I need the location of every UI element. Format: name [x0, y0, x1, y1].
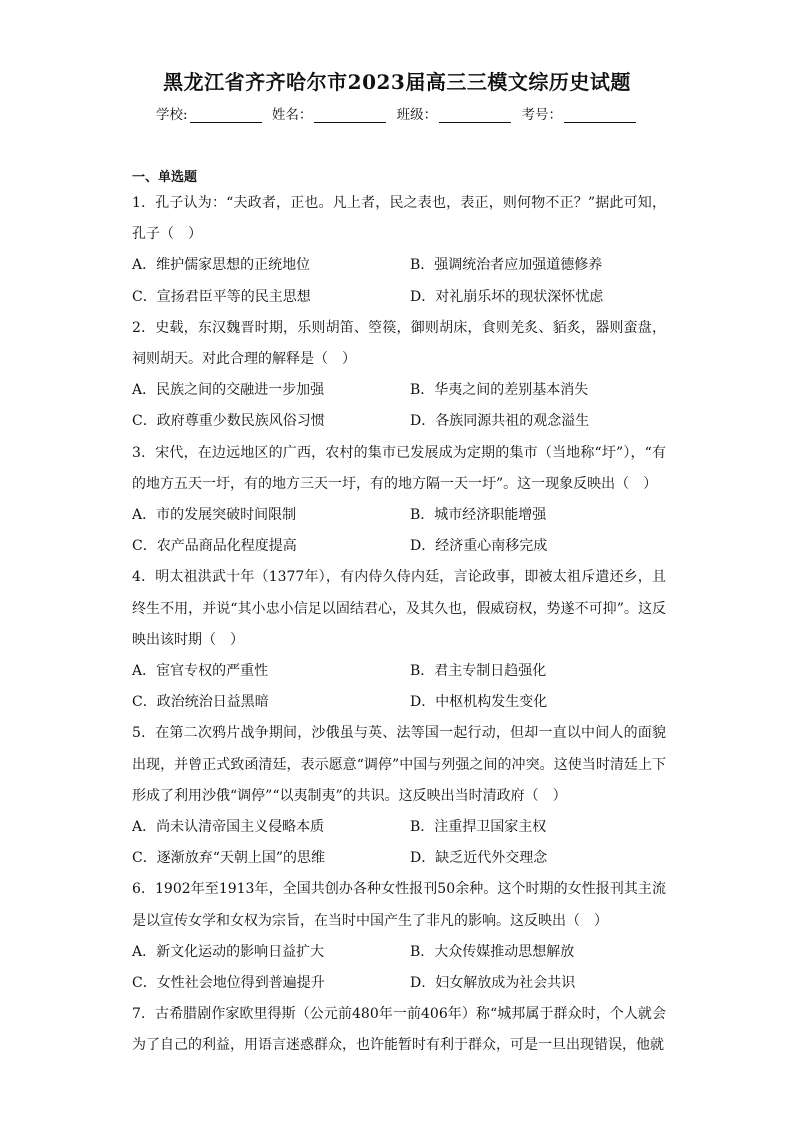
- question-stem: 5．在第二次鸦片战争期间，沙俄虽与英、法等国一起行动，但却一直以中间人的面貌出现，并曾正式致函清廷，表示愿意“调停”中国与列强之间的冲突。这使当时清廷上下形成了利用沙俄“调停”“以夷制夷”的共识。这反映出当时清政府（ ）: [132, 725, 666, 804]
- option-c[interactable]: C．政府尊重少数民族风俗习惯: [132, 413, 325, 430]
- option-b[interactable]: B．大众传媒推动思想解放: [410, 943, 575, 960]
- option-c[interactable]: C．女性社会地位得到普遍提升: [132, 975, 325, 992]
- question-4: [132, 562, 666, 718]
- option-d[interactable]: D．经济重心南移完成: [410, 538, 548, 555]
- exam-number-blank[interactable]: [564, 108, 636, 123]
- option-a[interactable]: A．维护儒家思想的正统地位: [132, 257, 311, 274]
- class-field: [397, 107, 514, 123]
- exam-number-field: [521, 107, 638, 123]
- section-heading: 一、单选题: [132, 170, 198, 185]
- name-blank[interactable]: [314, 108, 386, 123]
- name-field: [272, 107, 389, 123]
- question-5: [132, 718, 666, 874]
- option-a[interactable]: A．宦官专权的严重性: [132, 663, 269, 680]
- option-c[interactable]: C．政治统治日益黑暗: [132, 694, 269, 711]
- option-grid: [132, 937, 666, 999]
- name-label: 姓名：: [271, 107, 313, 123]
- question-7: [132, 999, 666, 1061]
- question-stem: 6．1902年至1913年，全国共创办各种女性报刊50余种。这个时期的女性报刊其主流是以宣传女学和女权为宗旨，在当时中国产生了非凡的影响。这反映出（ ）: [132, 881, 666, 929]
- school-blank[interactable]: [190, 108, 262, 123]
- option-grid: [132, 375, 666, 437]
- question-3: [132, 438, 666, 563]
- exam-title: 黑龙江省齐齐哈尔市2023届高三三模文综历史试题: [163, 70, 631, 94]
- school-label: 学校:: [156, 107, 188, 123]
- question-stem: 1．孔子认为：“夫政者，正也。凡上者，民之表也，表正，则何物不正？”据此可知，孔子（ ）: [132, 195, 666, 243]
- option-a[interactable]: A．新文化运动的影响日益扩大: [132, 943, 325, 960]
- option-c[interactable]: C．逐渐放弃“天朝上国”的思维: [132, 850, 326, 867]
- class-label: 班级：: [396, 107, 438, 123]
- option-b[interactable]: B．华夷之间的差别基本消失: [410, 382, 589, 399]
- option-d[interactable]: D．各族同源共祖的观念溢生: [410, 413, 590, 430]
- option-grid: [132, 500, 666, 562]
- question-1: [132, 188, 666, 313]
- option-d[interactable]: D．缺乏近代外交理念: [410, 850, 548, 867]
- exam-number-label: 考号：: [521, 107, 562, 123]
- question-6: [132, 874, 666, 999]
- class-blank[interactable]: [439, 108, 511, 123]
- question-stem: 7．古希腊剧作家欧里得斯（公元前480年一前406年）称“城邦属于群众时，个人就会为了自己的利益，用语言迷惑群众，也许能暂时有利于群众，可是一旦出现错误，他就: [132, 1006, 666, 1054]
- school-field: [156, 107, 264, 123]
- option-c[interactable]: C．农产品商品化程度提高: [132, 538, 297, 555]
- question-stem: 4．明太祖洪武十年（1377年），有内侍久侍内廷，言论政事，即被太祖斥遣还乡，且终生不用，并说“其小忠小信足以固结君心，及其久也，假威窃权，势遂不可抑”。这反映出该时期（ ）: [132, 569, 666, 648]
- option-d[interactable]: D．妇女解放成为社会共识: [410, 975, 576, 992]
- question-list: [132, 188, 666, 1062]
- option-d[interactable]: D．中枢机构发生变化: [410, 694, 548, 711]
- option-b[interactable]: B．城市经济职能增强: [410, 507, 547, 524]
- option-b[interactable]: B．强调统治者应加强道德修养: [410, 257, 603, 274]
- option-b[interactable]: B．注重捍卫国家主权: [410, 819, 547, 836]
- option-grid: [132, 656, 666, 718]
- option-grid: [132, 250, 666, 312]
- option-d[interactable]: D．对礼崩乐坏的现状深怀忧虑: [410, 288, 604, 305]
- question-2: [132, 313, 666, 438]
- option-a[interactable]: A．民族之间的交融进一步加强: [132, 382, 325, 399]
- option-a[interactable]: A．尚未认清帝国主义侵略本质: [132, 819, 325, 836]
- option-c[interactable]: C．宣扬君臣平等的民主思想: [132, 288, 311, 305]
- student-info-row: [0, 103, 794, 123]
- question-stem: 3．宋代，在边远地区的广西，农村的集市已发展成为定期的集市（当地称“圩”），“有的地方五天一圩，有的地方三天一圩，有的地方隔一天一圩”。这一现象反映出（ ）: [132, 444, 666, 492]
- option-grid: [132, 812, 666, 874]
- option-a[interactable]: A．市的发展突破时间限制: [132, 507, 297, 524]
- question-stem: 2．史载，东汉魏晋时期，乐则胡笛、箜篌，御则胡床，食则羌炙、貊炙，器则蛮盘，祠则胡天。对此合理的解释是（ ）: [132, 319, 666, 368]
- option-b[interactable]: B．君主专制日趋强化: [410, 663, 547, 680]
